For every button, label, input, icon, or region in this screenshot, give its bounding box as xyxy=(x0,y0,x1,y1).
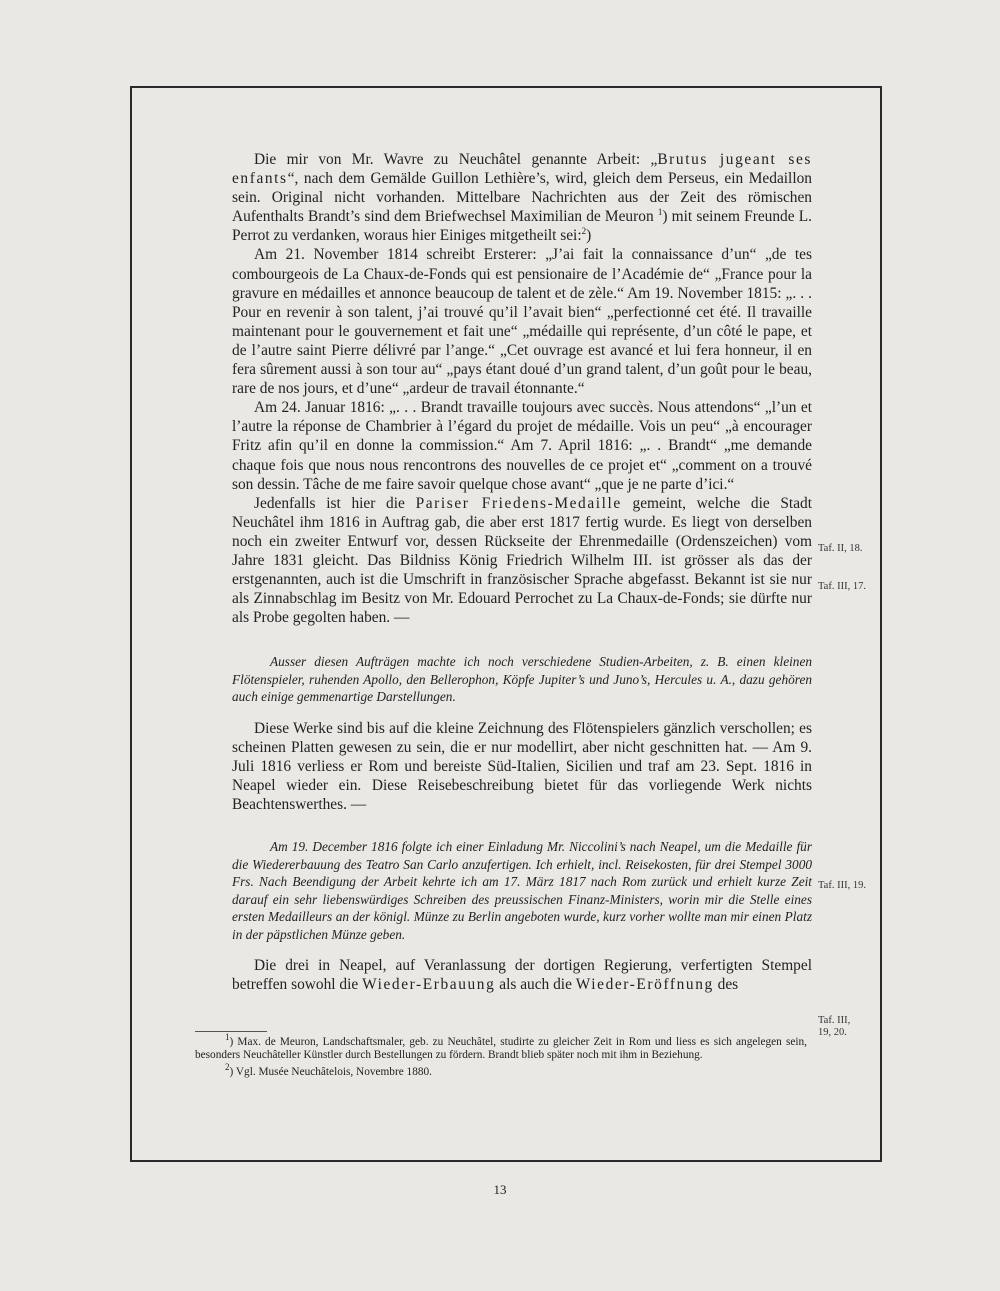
footnote-number: 1 xyxy=(225,1032,230,1043)
text-span: als auch die xyxy=(495,976,576,994)
paragraph-1 xyxy=(232,150,812,245)
margin-note: Taf. III, 19. xyxy=(818,880,866,891)
paragraph-4 xyxy=(232,494,812,628)
paragraph-6 xyxy=(232,956,812,994)
quote-2: Am 19. December 1816 folgte ich einer Einladung Mr. Niccolini’s nach Neapel, um die Medaille für die Wiedererbauung des Teatro San Carlo anzufertigen. Ich erhielt, incl. Reisekosten, für drei Stempel 3000 Frs. Nach Beendigung der Arbeit kehrte ich am 17. März 1817 nach Rom zurück und erhielt kurze Zeit darauf ein sehr liebenswürdiges Schreiben des preussischen Finanz-Ministers, worin mir die Stelle eines ersten Medailleurs an der königl. Münze zu Berlin angeboten wurde, kurz vorher wollte man mir einen Platz in der päpstlichen Münze geben. xyxy=(232,839,812,942)
footnote-text: ) Max. de Meuron, Landschaftsmaler, geb. zu Neuchâtel, studirte zu gleicher Zeit in Rom und liess es sich angelegen sein, besonders Neuchâteller Künstler durch Bestellungen zu fördern. Brandt blieb später noch mit ihm in Beziehung. xyxy=(195,1036,807,1062)
footnote-ref: 1 xyxy=(657,207,663,218)
footnote-2 xyxy=(195,1062,807,1079)
margin-note xyxy=(818,1015,850,1039)
margin-note-line: Taf. III, xyxy=(818,1015,851,1026)
text-span: gemeint, welche die Stadt Neuchâtel ihm 1816 in Auftrag gab, die aber erst 1817 fertig wurde. Es liegt von derselben noch ein zweiter Entwurf vor, dessen Rückseite der Ehrenmedaille (Ordenszeichen) vom Jahre 1831 gleicht. Das Bildniss König Friedrich Wilhelm III. ist grösser als das der erstgenannten, auch ist die Umschrift in französischer Sprache abgefasst. Bekannt ist sie nur als Zinnabschlag im Besitz von Mr. Edouard Perrochet zu La Chaux-de-Fonds; sie dürfte nur als Probe gegolten haben. — xyxy=(232,494,813,627)
footnote-divider xyxy=(195,1031,267,1032)
spaced-title: Pariser Friedens-Medaille xyxy=(415,494,622,512)
text-span: Jedenfalls ist hier die xyxy=(254,494,416,512)
paragraph-2: Am 21. November 1814 schreibt Ersterer: „J’ai fait la connaissance d’un“ „de tes combourgeois de La Chaux-de-Fonds qui est pensionaire de l’Académie de“ „France pour la gravure en médailles et annonce beaucoup de talent et de zèle.“ Am 19. November 1815: „. . . Pour en revenir à son talent, j’ai trouvé qu’il l’avait bien“ „perfectionné cet été. Il travaille maintenant pour le gouvernement et fait une“ „médaille qui représente, d’un côté le pape, et de l’autre saint Pierre délivré par l’ange.“ „Cet ouvrage est avancé et lui fera honneur, il en fera sûrement aussi à son tour au“ „pays étant doué d’un grand talent, d’un goût pour le beau, rare de nos jours, et d’une“ „ardeur de travail étonnante.“ xyxy=(232,246,812,398)
paragraph-5: Diese Werke sind bis auf die kleine Zeichnung des Flötenspielers gänzlich verschollen; es scheinen Platten gewesen zu sein, die er nur modellirt, aber nicht geschnitten hat. — Am 9. Juli 1816 verliess er Rom und bereiste Süd-Italien, Sicilien und traf am 23. Sept. 1816 in Neapel wieder ein. Diese Reisebeschreibung bietet für das vorliegende Werk nichts Beachtenswerthes. — xyxy=(232,719,812,814)
margin-note-line: 19, 20. xyxy=(818,1027,847,1038)
footnotes xyxy=(195,1032,807,1084)
spaced-title: Wieder-Eröffnung xyxy=(575,976,714,994)
margin-note: Taf. III, 17. xyxy=(818,581,866,592)
text-span: des xyxy=(713,976,739,994)
text-span: ) xyxy=(586,227,592,245)
footnote-text: ) Vgl. Musée Neuchâtelois, Novembre 1880. xyxy=(229,1066,432,1079)
paragraph-3: Am 24. Januar 1816: „. . . Brandt travaille toujours avec succès. Nous attendons“ „l’un et l’autre la réponse de Chambrier à l’égard du projet de médaille. Vois un peu“ „à encourager Fritz afin qu’il en donne la commission.“ Am 7. April 1816: „. . Brandt“ „me demande chaque fois que nous nous rencontrons des nouvelles de ce projet et“ „comment on a trouvé son dessin. Tâche de me faire savoir quelque chose avant“ „que je ne parte d’ici.“ xyxy=(232,399,812,493)
text-span: “, nach dem Gemälde Guillon Lethière’s, wird, gleich dem Perseus, ein Medaillon sein. Original nicht vorhanden. Mittelbare Nachrichten aus der Zeit des römischen Aufenthalts Brandt’s sind dem Briefwechsel Maximilian de Meuron xyxy=(232,170,812,226)
footnote-1 xyxy=(195,1032,807,1062)
footnote-number: 2 xyxy=(225,1062,230,1073)
text-span: Die drei in Neapel, auf Veranlassung der dortigen Regierung, verfertigten Stempel betreffen sowohl die xyxy=(232,957,812,994)
quote-1: Ausser diesen Aufträgen machte ich noch verschiedene Studien-Arbeiten, z. B. einen kleinen Flötenspieler, ruhenden Apollo, den Bellerophon, Köpfe Jupiter’s und Juno’s, Hercules u. A., dazu gehören auch einige gemmenartige Darstellungen. xyxy=(232,654,812,705)
spaced-title: Brutus jugeant ses enfants xyxy=(232,151,812,188)
main-text xyxy=(232,150,812,995)
text-span: Die mir von Mr. Wavre zu Neuchâtel genannte Arbeit: „ xyxy=(254,151,658,168)
spaced-title: Wieder-Erbauung xyxy=(362,976,496,994)
text-span: ) mit seinem Freunde L. Perrot zu verdanken, woraus hier Einiges mitgetheilt sei: xyxy=(232,208,812,245)
page-number: 13 xyxy=(493,1182,507,1197)
margin-note: Taf. II, 18. xyxy=(818,543,863,554)
footnote-ref: 2 xyxy=(581,226,587,237)
